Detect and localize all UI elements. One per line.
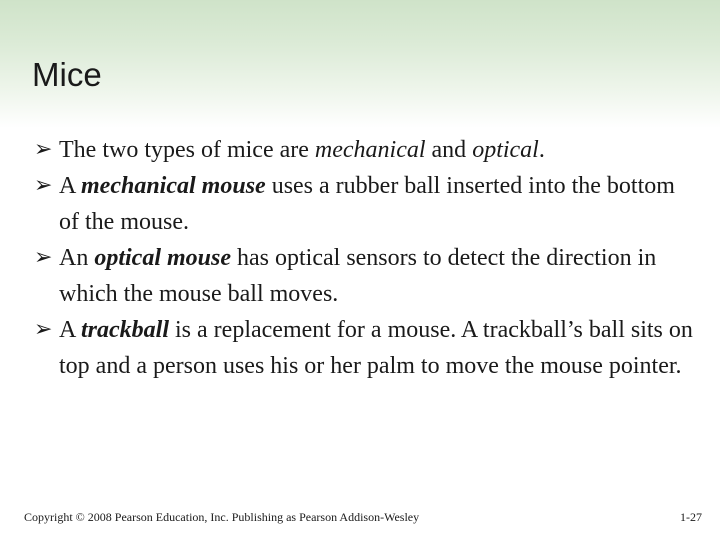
arrow-bullet-icon: ➢ <box>34 245 53 270</box>
bullet-list <box>34 132 694 384</box>
bullet-item <box>34 312 694 384</box>
bullet-text: An optical mouse has optical sensors to detect the direction in which the mouse ball moves. <box>59 245 657 307</box>
bullet-text: A trackball is a replacement for a mouse. A trackball’s ball sits on top and a person uses his or her palm to move the mouse pointer. <box>59 317 693 379</box>
page-number: 1-27 <box>680 510 702 524</box>
arrow-bullet-icon: ➢ <box>34 173 53 198</box>
title-band <box>0 0 720 128</box>
arrow-bullet-icon: ➢ <box>34 317 53 342</box>
arrow-bullet-icon: ➢ <box>34 137 53 162</box>
bullet-item <box>34 132 694 168</box>
bullet-text: The two types of mice are mechanical and optical. <box>59 137 545 163</box>
bullet-item <box>34 168 694 240</box>
bullet-text: A mechanical mouse uses a rubber ball inserted into the bottom of the mouse. <box>59 173 675 235</box>
bullet-item <box>34 240 694 312</box>
copyright-footer: Copyright © 2008 Pearson Education, Inc. Publishing as Pearson Addison-Wesley <box>24 510 420 524</box>
slide-title: Mice <box>32 56 102 93</box>
